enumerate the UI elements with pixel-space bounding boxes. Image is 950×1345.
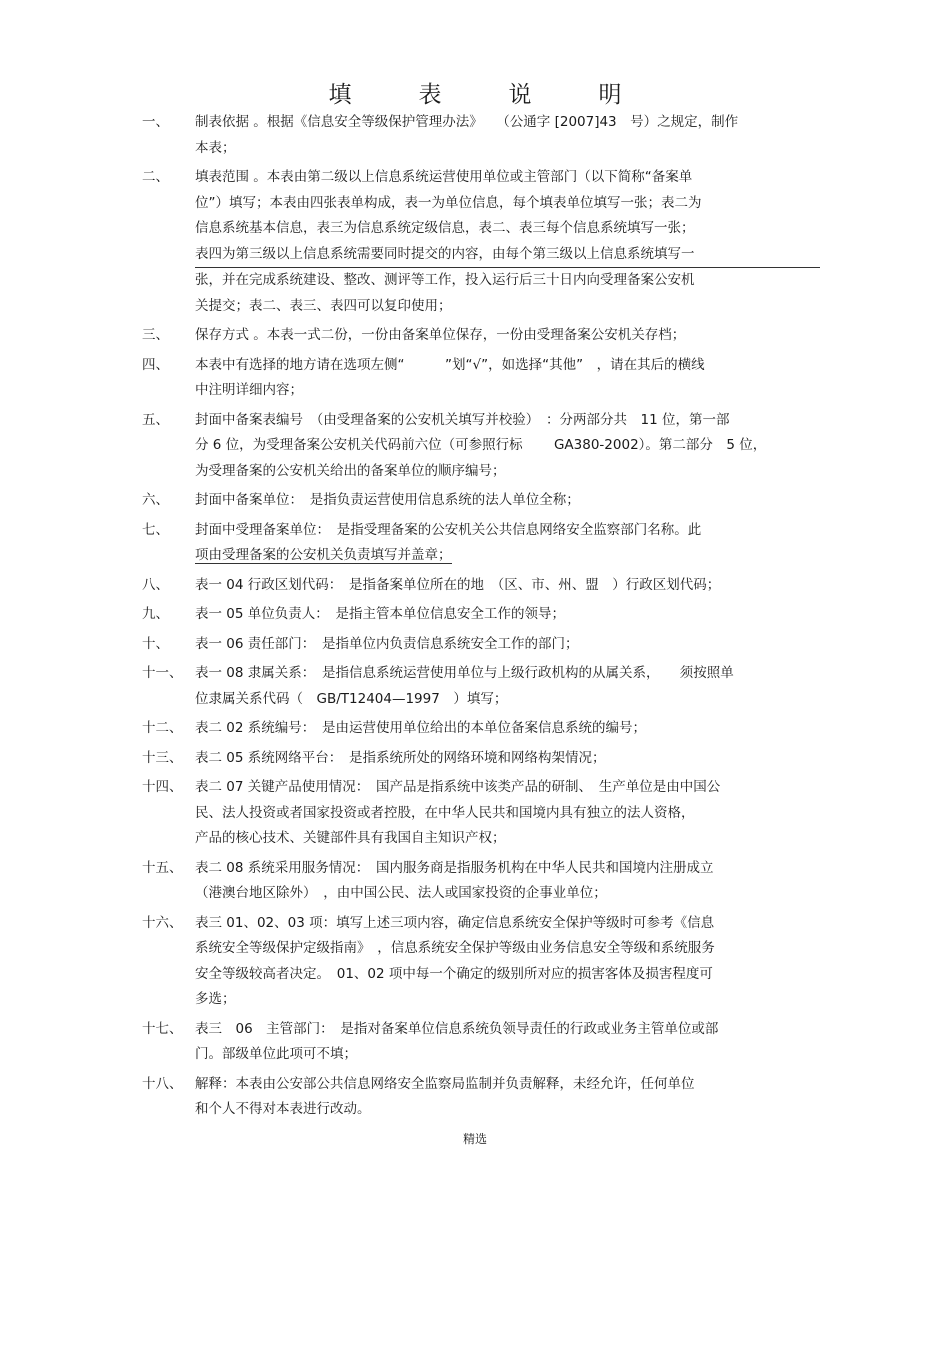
item-number: 六、 xyxy=(142,492,169,508)
list-item xyxy=(0,518,950,569)
list-item xyxy=(0,165,950,319)
item-line: 表二 02 系统编号： 是由运营使用单位给出的本单位备案信息系统的编号； xyxy=(195,720,647,736)
item-line: 表一 08 隶属关系： 是指信息系统运营使用单位与上级行政机构的从属关系， 须按照单 xyxy=(195,665,734,681)
item-line: 安全等级较高者决定。 01、02 项中每一个确定的级别所对应的损害客体及损害程度可 xyxy=(195,965,713,982)
list-item xyxy=(0,856,950,907)
item-number: 七、 xyxy=(142,521,169,538)
list-item xyxy=(0,1072,950,1123)
list-item xyxy=(0,110,950,161)
list-item xyxy=(0,353,950,404)
item-line-underlined: 项由受理备案的公安机关负责填写并盖章； xyxy=(195,547,452,563)
item-line: （港澳台地区除外） ，由中国公民、法人或国家投资的企事业单位； xyxy=(195,885,607,901)
list-item xyxy=(0,323,950,349)
item-line: 表三 06 主管部门： 是指对备案单位信息系统负领导责任的行政或业务主管单位或部 xyxy=(195,1020,719,1037)
item-number: 十四、 xyxy=(142,779,183,795)
item-line: 本表； xyxy=(195,139,236,156)
item-line: 民、法人投资或者国家投资或者控股，在中华人民共和国境内具有独立的法人资格， xyxy=(195,804,695,821)
item-number: 九、 xyxy=(142,606,169,622)
item-number: 十三、 xyxy=(142,749,183,766)
item-line: 填表范围 。本表由第二级以上信息系统运营使用单位或主管部门（以下简称“备案单 xyxy=(195,169,693,185)
item-line: 门。部级单位此项可不填； xyxy=(195,1046,357,1062)
item-number: 十五、 xyxy=(142,859,183,876)
item-number: 八、 xyxy=(142,576,169,593)
item-number: 一、 xyxy=(142,114,169,130)
item-line: 表二 05 系统网络平台： 是指系统所处的网络环境和网络构架情况； xyxy=(195,749,606,766)
list-item xyxy=(0,746,950,772)
item-line: 表二 07 关键产品使用情况： 国产品是指系统中该类产品的研制、 生产单位是由中国公 xyxy=(195,779,721,795)
list-item xyxy=(0,573,950,599)
list-item xyxy=(0,911,950,1013)
item-line: 分 6 位，为受理备案公安机关代码前六位（可参照行标 GA380-2002）。第二部分 5 位， xyxy=(195,437,767,453)
list-item xyxy=(0,602,950,628)
list-item xyxy=(0,716,950,742)
list-item xyxy=(0,1017,950,1068)
item-line: 系统安全等级保护定级指南》 ，信息系统安全保护等级由业务信息安全等级和系统服务 xyxy=(195,940,715,956)
item-line: 保存方式 。本表一式二份，一份由备案单位保存，一份由受理备案公安机关存档； xyxy=(195,327,686,343)
item-line-underlined: 表四为第三级以上信息系统需要同时提交的内容，由每个第三级以上信息系统填写一 xyxy=(195,242,820,269)
list-item xyxy=(0,632,950,658)
footer-label: 精选 xyxy=(462,1132,487,1146)
item-number: 十二、 xyxy=(142,720,183,736)
item-number: 十八、 xyxy=(142,1075,183,1092)
item-line: 表二 08 系统采用服务情况： 国内服务商是指服务机构在中华人民共和国境内注册成立 xyxy=(195,859,714,876)
item-line: 多选； xyxy=(195,991,236,1007)
item-line: 信息系统基本信息，表三为信息系统定级信息，表二、表三每个信息系统填写一张； xyxy=(195,220,695,236)
item-line: 封面中受理备案单位： 是指受理备案的公安机关公共信息网络安全监察部门名称。此 xyxy=(195,521,702,538)
item-line: 张，并在完成系统建设、整改、测评等工作，投入运行后三十日内向受理备案公安机 xyxy=(195,272,695,288)
list-item xyxy=(0,488,950,514)
list-item xyxy=(0,661,950,712)
instructions-list xyxy=(0,110,950,1127)
item-line: 表一 06 责任部门： 是指单位内负责信息系统安全工作的部门； xyxy=(195,635,579,652)
item-line: 中注明详细内容； xyxy=(195,382,303,398)
item-number: 三、 xyxy=(142,327,169,343)
item-line: 为受理备案的公安机关给出的备案单位的顺序编号； xyxy=(195,462,506,479)
item-number: 十、 xyxy=(142,635,169,652)
item-number: 十七、 xyxy=(142,1020,183,1037)
item-line: 位”）填写；本表由四张表单构成，表一为单位信息，每个填表单位填写一张；表二为 xyxy=(195,194,702,211)
item-line xyxy=(195,543,820,569)
item-line: 制表依据 。根据《信息安全等级保护管理办法》 （公通字 [2007]43 号）之规定，制作 xyxy=(195,114,739,130)
item-number: 五、 xyxy=(142,411,169,428)
item-line: 和个人不得对本表进行改动。 xyxy=(195,1101,371,1117)
item-line: 封面中备案表编号 （由受理备案的公安机关填写并校验） ：分两部分共 11 位，第一部 xyxy=(195,411,730,428)
item-number: 四、 xyxy=(142,356,169,373)
item-line: 表三 01、02、03 项：填写上述三项内容，确定信息系统安全保护等级时可参考《信息 xyxy=(195,914,715,931)
item-number: 十六、 xyxy=(142,914,183,931)
list-item xyxy=(0,408,950,485)
item-line: 表一 05 单位负责人： 是指主管本单位信息安全工作的领导； xyxy=(195,606,566,622)
item-line: 本表中有选择的地方请在选项左侧“ ”划“√”，如选择“其他” ，请在其后的横线 xyxy=(195,356,705,373)
page-title: 填 表 说 明 xyxy=(328,82,644,108)
item-line: 关提交；表二、表三、表四可以复印使用； xyxy=(195,297,452,314)
list-item xyxy=(0,775,950,852)
item-line: 表一 04 行政区划代码： 是指备案单位所在的地 （区、市、州、盟 ）行政区划代码； xyxy=(195,576,721,593)
item-line: 产品的核心技术、关键部件具有我国自主知识产权； xyxy=(195,830,506,846)
item-line: 封面中备案单位： 是指负责运营使用信息系统的法人单位全称； xyxy=(195,492,580,508)
item-line: 位隶属关系代码（ GB/T12404—1997 ）填写； xyxy=(195,690,508,707)
item-number: 二、 xyxy=(142,169,169,185)
item-number: 十一、 xyxy=(142,665,183,681)
item-line: 解释：本表由公安部公共信息网络安全监察局监制并负责解释，未经允许，任何单位 xyxy=(195,1075,695,1092)
